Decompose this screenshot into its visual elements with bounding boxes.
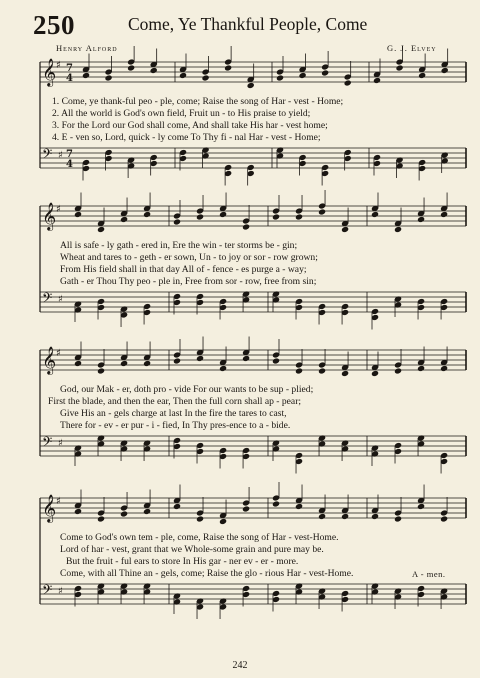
note-head [173, 218, 181, 225]
note-head [318, 513, 326, 520]
note-head [97, 226, 105, 233]
lyric-line-s3-v4: There for - ev - er pur - i - fied, In Thy pres-ence to a - bide. [60, 420, 291, 431]
sharp-icon: ♯ [58, 294, 63, 305]
note-head [272, 357, 280, 364]
note-head [373, 77, 381, 84]
composer: G. J. Elvey [387, 43, 437, 53]
treble-clef-icon: 𝄞 [42, 494, 57, 522]
sharp-icon: ♯ [56, 60, 61, 71]
lyric-line-s3-v3: Give His an - gels charge at last In the fire the tares to cast, [60, 408, 287, 419]
time-signature: 7 [66, 63, 73, 74]
note-head [74, 508, 82, 515]
note-head [344, 79, 352, 86]
note-head [97, 515, 105, 522]
note-head [74, 211, 82, 218]
note-head [295, 213, 303, 220]
note-head [150, 67, 158, 74]
note-head [371, 513, 379, 520]
amen-text: A - men. [412, 569, 446, 579]
note-head [202, 74, 210, 81]
sharp-icon: ♯ [58, 586, 63, 597]
note-head [173, 357, 181, 364]
note-head [341, 513, 349, 520]
sharp-icon: ♯ [56, 348, 61, 359]
note-head [440, 365, 448, 372]
note-head [295, 367, 303, 374]
note-head [82, 72, 90, 79]
note-head [219, 211, 227, 218]
note-head [396, 64, 404, 71]
note-head [394, 515, 402, 522]
lyric-line-s4-v1: Come to God's own tem - ple, come, Raise the song of Har - vest-Home. [60, 532, 339, 543]
lyric-line-s1-v1: 1. Come, ye thank-ful peo - ple, come; Raise the song of Har - vest - Home; [52, 96, 344, 107]
note-head [272, 500, 280, 507]
lyric-line-s2-v4: Gath - er Thou Thy peo - ple in, Free from sor - row, free from sin; [60, 276, 317, 287]
lyric-line-s4-v2: Lord of har - vest, grant that we Whole-some grain and pure may be. [60, 544, 324, 555]
note-head [143, 508, 151, 515]
note-head [418, 72, 426, 79]
note-head [242, 355, 250, 362]
bass-clef-icon: 𝄢 [42, 290, 53, 309]
note-head [295, 503, 303, 510]
note-head [417, 503, 425, 510]
note-head [371, 370, 379, 377]
lyric-line-s4-v4: Come, with all Thine an - gels, come; Raise the glo - rious Har - vest-Home. [60, 568, 354, 579]
lyric-line-s3-v1: God, our Mak - er, doth pro - vide For our wants to be sup - plied; [60, 384, 314, 395]
time-signature: 4 [66, 73, 73, 84]
sharp-icon: ♯ [58, 438, 63, 449]
note-head [196, 355, 204, 362]
page-number: 242 [232, 660, 248, 671]
note-head [179, 72, 187, 79]
note-head [242, 505, 250, 512]
note-head [394, 367, 402, 374]
note-head [97, 367, 105, 374]
sharp-icon: ♯ [56, 204, 61, 215]
note-head [120, 360, 128, 367]
lyric-line-s2-v1: All is safe - ly gath - ered in, Ere the win - ter storms be - gin; [60, 240, 298, 251]
lyric-line-s3-v2: First the blade, and then the ear, Then the full corn shall ap - pear; [48, 396, 302, 407]
time-signature: 4 [66, 159, 73, 170]
lyric-line-s2-v3: From His field shall in that day All of - fence - es purge a - way; [60, 264, 307, 275]
note-head [196, 213, 204, 220]
note-head [318, 367, 326, 374]
treble-clef-icon: 𝄞 [42, 346, 57, 374]
note-head [318, 208, 326, 215]
note-head [299, 72, 307, 79]
note-head [120, 216, 128, 223]
note-head [247, 82, 255, 89]
bass-clef-icon: 𝄢 [42, 582, 53, 601]
treble-clef-icon: 𝄞 [42, 58, 57, 86]
note-head [440, 211, 448, 218]
note-head [143, 211, 151, 218]
note-head [105, 74, 113, 81]
note-head [417, 216, 425, 223]
bass-clef-icon: 𝄢 [42, 146, 53, 165]
hymn-number: 250 [33, 10, 75, 40]
time-signature: 7 [66, 149, 73, 160]
note-head [74, 360, 82, 367]
treble-clef-icon: 𝄞 [42, 202, 57, 230]
note-head [173, 503, 181, 510]
note-head [196, 515, 204, 522]
note-head [394, 226, 402, 233]
note-head [127, 64, 135, 71]
lyric-line-s2-v2: Wheat and tares to - geth - er sown, Un - to joy or sor - row grown; [60, 252, 318, 263]
note-head [441, 67, 449, 74]
hymn-title: Come, Ye Thankful People, Come [128, 14, 368, 34]
lyric-line-s1-v3: 3. For the Lord our God shall come, And shall take His har - vest home; [52, 120, 328, 131]
lyric-line-s4-v3: But the fruit - ful ears to store In His gar - ner ev - er - more. [66, 556, 299, 567]
bass-clef-icon: 𝄢 [42, 434, 53, 453]
note-head [341, 370, 349, 377]
note-head [219, 365, 227, 372]
sharp-icon: ♯ [58, 150, 63, 161]
note-head [341, 226, 349, 233]
note-head [120, 510, 128, 517]
lyric-line-s1-v2: 2. All the world is God's own field, Fruit un - to His praise to yield; [52, 108, 311, 119]
note-head [371, 211, 379, 218]
note-head [276, 74, 284, 81]
note-head [242, 223, 250, 230]
note-head [321, 69, 329, 76]
note-head [224, 64, 232, 71]
note-head [440, 515, 448, 522]
note-head [143, 360, 151, 367]
lyric-line-s1-v4: 4. E - ven so, Lord, quick - ly come To Thy fi - nal Har - vest - Home; [52, 132, 321, 143]
sharp-icon: ♯ [56, 496, 61, 507]
author: Henry Alford [56, 43, 118, 53]
note-head [272, 213, 280, 220]
note-head [219, 518, 227, 525]
note-head [417, 365, 425, 372]
